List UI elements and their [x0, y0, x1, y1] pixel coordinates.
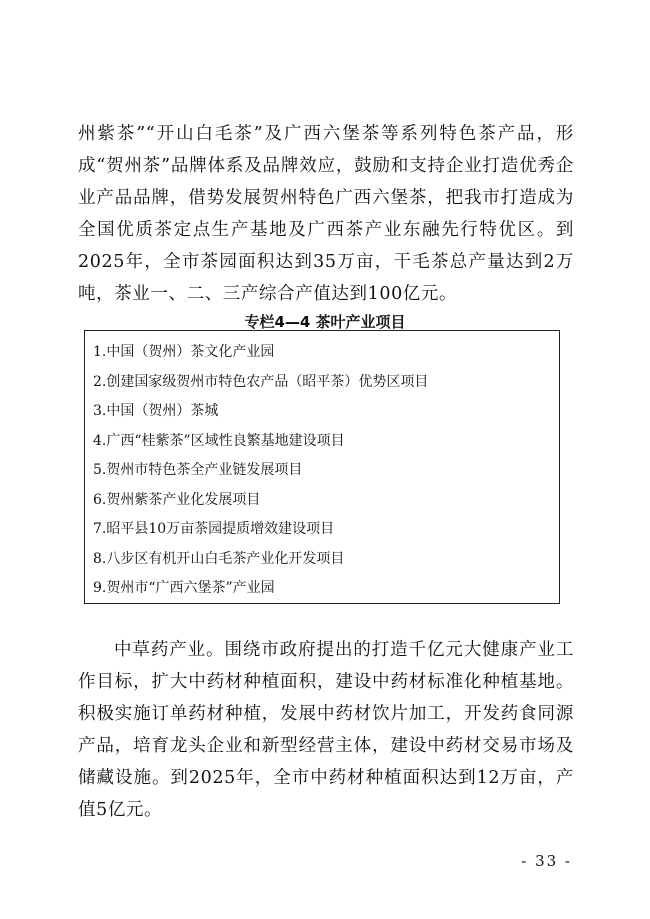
- body-paragraph-herbal: 中草药产业。围绕市政府提出的打造千亿元大健康产业工作目标，扩大中药材种植面积，建设中药材标准化种植基地。积极实施订单药材种植，发展中药材饮片加工，开发药食同源产品，培育龙头企业和新型经营主体，建设中药材交易市场及储藏设施。到2025年，全市中药材种植面积达到12万亩，产值5亿元。: [78, 640, 574, 820]
- body-paragraph-tea: 州紫茶”“开山白毛茶”及广西六堡茶等系列特色茶产品，形成“贺州茶”品牌体系及品牌效应，鼓励和支持企业打造优秀企业产品品牌，借势发展贺州特色广西六堡茶，把我市打造成为全国优质茶定点生产基地及广西茶产业东融先行特优区。到2025年，全市茶园面积达到35万亩，干毛茶总产量达到2万吨，茶业一、二、三产综合产值达到100亿元。: [78, 124, 574, 304]
- project-list: [93, 338, 559, 604]
- list-item: 7.昭平县10万亩茶园提质增效建设项目: [93, 521, 335, 537]
- list-item: 4.广西“桂紫茶”区域性良繁基地建设项目: [93, 432, 345, 449]
- list-item: 3.中国（贺州）茶城: [93, 403, 219, 419]
- project-box: [84, 330, 560, 604]
- page-number: - 33 -: [521, 852, 572, 870]
- list-item: 1.中国（贺州）茶文化产业园: [93, 344, 275, 360]
- list-item: 5.贺州市特色茶全产业链发展项目: [93, 462, 303, 478]
- list-item: 9.贺州市“广西六堡茶”产业园: [93, 580, 275, 596]
- list-item: 2.创建国家级贺州市特色农产品（昭平茶）优势区项目: [93, 373, 429, 390]
- list-item: 8.八步区有机开山白毛茶产业化开发项目: [93, 550, 345, 567]
- box-title: 专栏4—4 茶叶产业项目: [244, 313, 406, 331]
- list-item: 6.贺州紫茶产业化发展项目: [93, 491, 261, 508]
